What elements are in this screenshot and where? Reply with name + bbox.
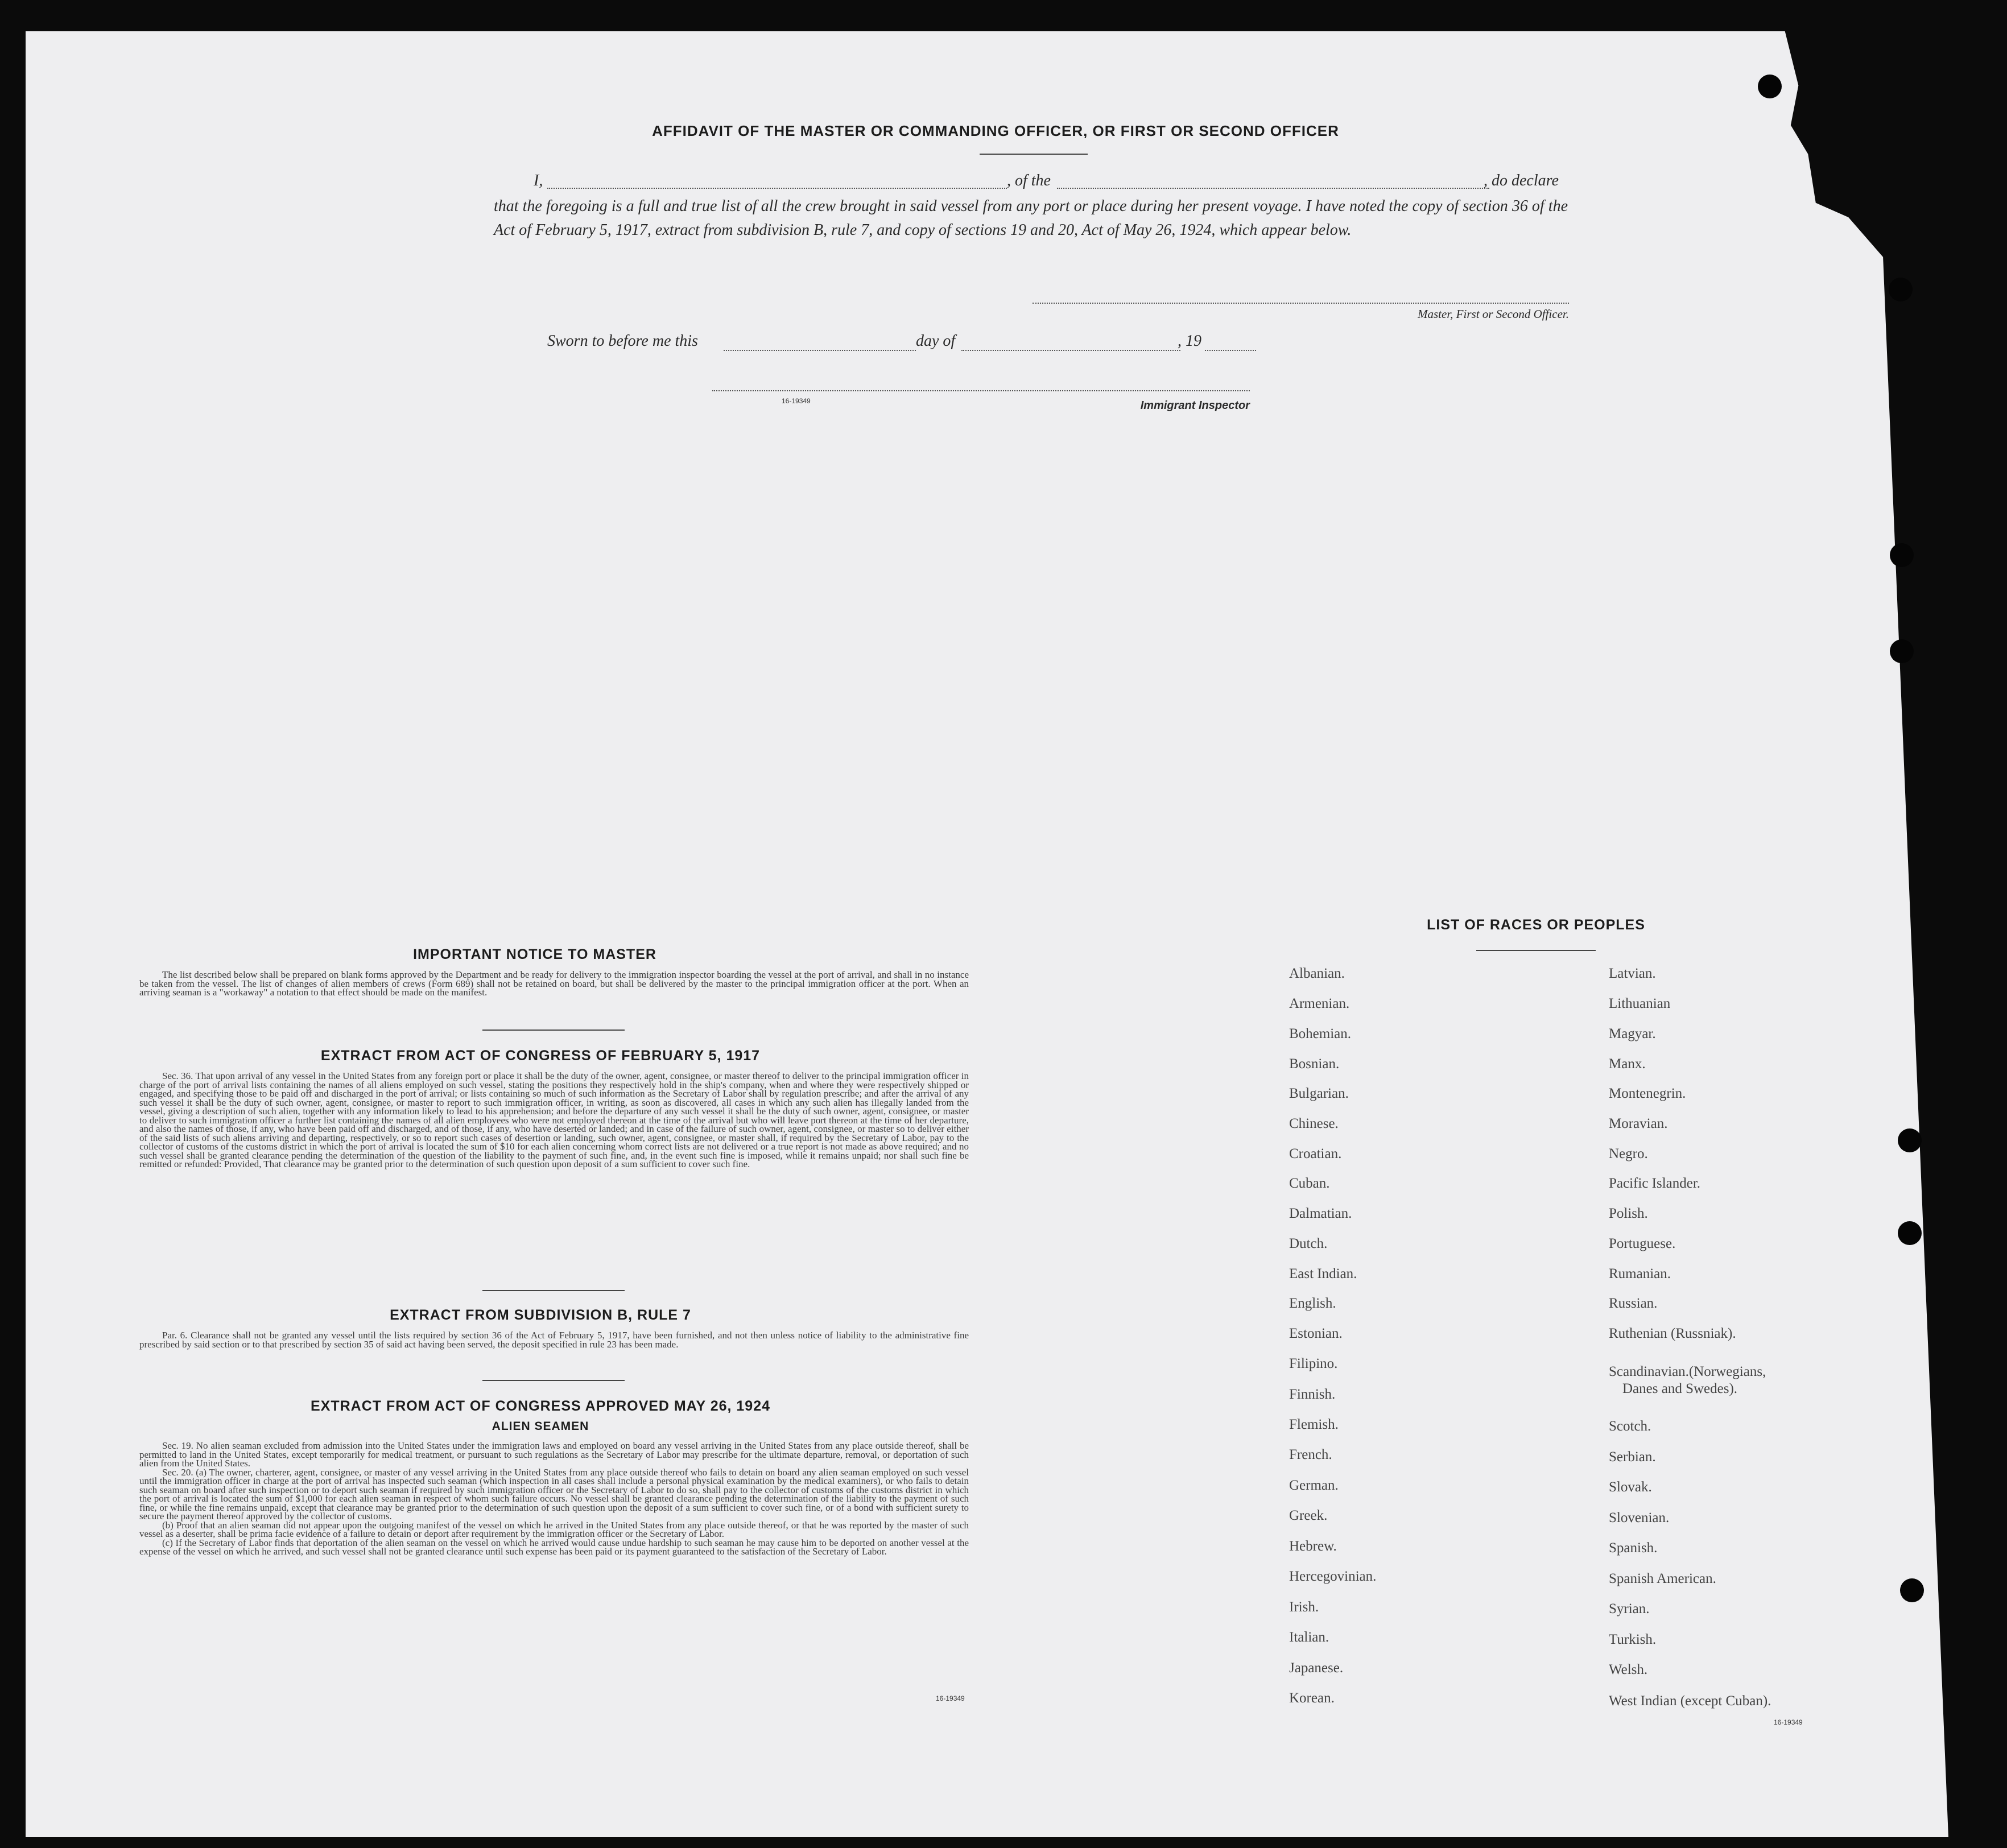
affidavit-of-the-label: , of the (1007, 172, 1051, 189)
race-item: West Indian (except Cuban). (1609, 1693, 1771, 1709)
document-page (26, 31, 1948, 1837)
affidavit-title: AFFIDAVIT OF THE MASTER OR COMMANDING OFFICER, OR FIRST OR SECOND OFFICER (652, 122, 1339, 139)
punch-hole (1889, 278, 1913, 301)
race-item: Bulgarian. (1289, 1086, 1349, 1101)
race-item: Slovenian. (1609, 1510, 1670, 1525)
punch-hole (1898, 1128, 1922, 1152)
race-item: Flemish. (1289, 1417, 1339, 1432)
race-item: Magyar. (1609, 1026, 1656, 1041)
affidavit-body: that the foregoing is a full and true list of all the crew brought in said vessel from any port or place during her present voyage. I have noted the copy of section 36 of the Act of February 5, 1917, extract from subdivision B, rule 7, and copy of sections 19 and 20, Act of May 26, 1924, which appear below. (494, 197, 1568, 239)
race-item: Albanian. (1289, 966, 1345, 981)
affidavit-declare-label: , do declare (1484, 172, 1559, 189)
race-item: Welsh. (1609, 1662, 1648, 1677)
paragraph: (b) Proof that an alien seaman did not appear upon the outgoing manifest of the vessel on which he arrived in the United States from any place outside thereof, or that he was reported by the master of such vessel as a deserter, shall be prima facie evidence of a failure to detain or deport after requirement by the immigration officer or the Secretary of Labor. (139, 1519, 969, 1539)
extract-1917-title: EXTRACT FROM ACT OF CONGRESS OF FEBRUARY 5, 1917 (320, 1048, 761, 1064)
race-item: German. (1289, 1478, 1339, 1493)
divider (482, 1380, 625, 1381)
notice-title: IMPORTANT NOTICE TO MASTER (413, 946, 656, 962)
form-number: 16-19349 (936, 1694, 965, 1702)
extract-1924-subtitle: ALIEN SEAMEN (492, 1420, 589, 1433)
race-item: Croatian. (1289, 1146, 1342, 1161)
affidavit-declarant-label: I, (534, 172, 543, 189)
race-item: Turkish. (1609, 1632, 1657, 1647)
sworn-year-label: , 19 (1178, 332, 1201, 350)
race-item: Russian. (1609, 1296, 1658, 1311)
extract-rule7-text: Par. 6. Clearance shall not be granted any vessel until the lists required by section 36 of the Act of February 5, 1917, have been furnished, and not then unless notice of liability to the administrative fine prescribed by said section or to that prescribed by section 35 of said act having been served, the deposit specified in rule 23 has been made. (139, 1330, 969, 1350)
race-item: Italian. (1289, 1630, 1329, 1645)
signature-caption: Master, First or Second Officer. (1418, 307, 1569, 321)
form-number: 16-19349 (782, 397, 811, 405)
race-item: Spanish American. (1609, 1571, 1716, 1586)
race-item: English. (1289, 1296, 1336, 1311)
race-item: Greek. (1289, 1508, 1328, 1523)
extract-1917-text: Sec. 36. That upon arrival of any vessel in the United States from any foreign port or place it shall be the duty of the owner, agent, consignee, or master thereof to deliver to the principal immigration officer in charge of the port of arrival lists containing the names of all aliens employed on such vessel, stating the positions they respectively hold in the ship's company, when and where they were respectively shipped or engaged, and specifying those to be paid off and discharged in the port of arrival; or lists containing so much of such information as the Secretary of Labor shall by regulation prescribe; and after the arrival of any such vessel it shall be the duty of such owner, agent, consignee, or master to report to such immigration officer, in writing, as soon as discovered, all cases in which any such alien has illegally landed from the vessel, giving a description of such alien, together with any information likely to lead to his apprehension; and before the departure of any such vessel it shall be the duty of such owner, agent, consignee, or master to deliver to such immigration officer a further list containing the names of all alien employees who were not employed thereon at the time of the arrival but who will leave port thereon at the time of her departure, and also the names of those, if any, who have been paid off and discharged, and of those, if any, who have deserted or landed; and in case of the failure of such owner, agent, consignee, or master so to deliver either of the said lists of such aliens arriving and departing, respectively, or so to report such cases of desertion or landing, such owner, agent, consignee, or master shall, if required by the Secretary of Labor, pay to the collector of customs of the customs district in which the port of arrival is located the sum of $10 for each alien concerning whom correct lists are not delivered or a true report is not made as above required; and no such vessel shall be granted clearance pending the determination of the question of the liability to the payment of such fine, and, in the event such fine is imposed, while it remains unpaid; nor shall such fine be remitted or refunded: Provided, That clearance may be granted prior to the determination of such question upon deposit of a sum sufficient to cover such fine. (139, 1070, 969, 1169)
divider (482, 1290, 625, 1291)
race-item: Negro. (1609, 1146, 1648, 1161)
paragraph: (c) If the Secretary of Labor finds that deportation of the alien seaman on the vessel on which he arrived would cause undue hardship to such seaman he may cause him to be deported on another vessel at the expense of the vessel on which he arrived, and such vessel shall not be granted clearance until such expense has been paid or its payment guaranteed to the satisfaction of the Secretary of Labor. (139, 1537, 969, 1557)
sworn-month-field[interactable] (961, 350, 1180, 351)
race-item: Manx. (1609, 1056, 1646, 1072)
race-item: French. (1289, 1447, 1332, 1462)
race-item: Korean. (1289, 1690, 1335, 1706)
race-item: East Indian. (1289, 1266, 1357, 1281)
punch-hole (1898, 1221, 1922, 1245)
inspector-signature-field[interactable] (712, 390, 1250, 391)
inspector-caption: Immigrant Inspector (1140, 399, 1250, 412)
vessel-name-field[interactable] (1057, 188, 1489, 189)
sworn-day-of-label: day of (916, 332, 956, 350)
race-item: Rumanian. (1609, 1266, 1671, 1281)
race-item: Ruthenian (Russniak). (1609, 1326, 1736, 1341)
race-item: Serbian. (1609, 1449, 1656, 1465)
race-item: Latvian. (1609, 966, 1656, 981)
sworn-year-field[interactable] (1205, 350, 1256, 351)
race-item: Bosnian. (1289, 1056, 1340, 1072)
race-item: Dutch. (1289, 1236, 1328, 1251)
race-item: Polish. (1609, 1206, 1648, 1221)
race-item: Portuguese. (1609, 1236, 1676, 1251)
race-item: Slovak. (1609, 1479, 1652, 1495)
race-item: Syrian. (1609, 1601, 1650, 1617)
divider (980, 154, 1088, 155)
race-item: Estonian. (1289, 1326, 1343, 1341)
sworn-day-field[interactable] (724, 350, 916, 351)
races-title: LIST OF RACES OR PEOPLES (1427, 917, 1645, 933)
race-item: Hebrew. (1289, 1539, 1337, 1554)
race-item: Hercegovinian. (1289, 1569, 1377, 1584)
paragraph: Sec. 20. (a) The owner, charterer, agent, consignee, or master of any vessel arriving in the United States from any place outside thereof who fails to detain on board any alien seaman employed on such vessel until the immigration officer in charge at the port of arrival has inspected such seaman (which inspection in all cases shall include a personal physical examination by the medical examiners), or who fails to detain such seaman on board after such inspection or to deport such seaman if required by such immigration officer or the Secretary of Labor to do so, shall pay to the collector of customs of the customs district in which the port of arrival is located the sum of $1,000 for each alien seaman in respect of whom such failure occurs. No vessel shall be granted clearance pending the determination of the liability to the payment of such fine, or while the fine remains unpaid, except that clearance may be granted prior to the determination of such question upon the deposit of a sum sufficient to cover such fine, or of a bond with sufficient surety to secure the payment thereof approved by the collector of customs. (139, 1466, 969, 1522)
divider (482, 1030, 625, 1031)
race-item: Danes and Swedes). (1622, 1381, 1738, 1396)
punch-hole (1900, 1578, 1924, 1602)
race-item: Scandinavian.(Norwegians, (1609, 1364, 1766, 1379)
race-item: Dalmatian. (1289, 1206, 1352, 1221)
punch-hole (1890, 543, 1914, 567)
race-item: Armenian. (1289, 996, 1350, 1011)
race-item: Montenegrin. (1609, 1086, 1686, 1101)
declarant-name-field[interactable] (547, 188, 1007, 189)
race-item: Bohemian. (1289, 1026, 1352, 1041)
race-item: Cuban. (1289, 1176, 1330, 1191)
race-item: Japanese. (1289, 1660, 1344, 1676)
punch-hole (1890, 639, 1914, 663)
punch-hole (1758, 75, 1782, 98)
extract-1924-text (139, 1441, 969, 1556)
paragraph: Sec. 19. No alien seaman excluded from admission into the United States under the immigration laws and employed on board any vessel arriving in the United States from any place outside thereof, shall be permitted to land in the United States, except temporarily for medical treatment, or pursuant to such regulations as the Secretary of Labor may prescribe for the ultimate departure, removal, or deportation of such alien from the United States. (139, 1440, 969, 1469)
form-number: 16-19349 (1774, 1718, 1803, 1726)
race-item: Filipino. (1289, 1356, 1338, 1371)
race-item: Finnish. (1289, 1387, 1336, 1402)
notice-text: The list described below shall be prepared on blank forms approved by the Department and be ready for delivery to the immigration inspector boarding the vessel at the port of arrival, and shall in no instance be taken from the vessel. The list of changes of alien members of crews (Form 689) shall not be retained on board, but shall be delivered by the master to the principal immigration officer at the port. When an arriving seaman is a "workaway" a notation to that effect should be made on the manifest. (139, 969, 969, 998)
race-item: Spanish. (1609, 1540, 1658, 1556)
race-item: Scotch. (1609, 1419, 1651, 1434)
officer-signature-field[interactable] (1033, 303, 1569, 304)
race-item: Moravian. (1609, 1116, 1668, 1131)
divider (1476, 950, 1596, 951)
race-item: Chinese. (1289, 1116, 1339, 1131)
race-item: Lithuanian (1609, 996, 1671, 1011)
extract-1924-title: EXTRACT FROM ACT OF CONGRESS APPROVED MAY 26, 1924 (310, 1398, 771, 1414)
sworn-label: Sworn to before me this (547, 332, 698, 350)
race-item: Irish. (1289, 1599, 1319, 1615)
race-item: Pacific Islander. (1609, 1176, 1701, 1191)
extract-rule7-title: EXTRACT FROM SUBDIVISION B, RULE 7 (390, 1307, 691, 1323)
